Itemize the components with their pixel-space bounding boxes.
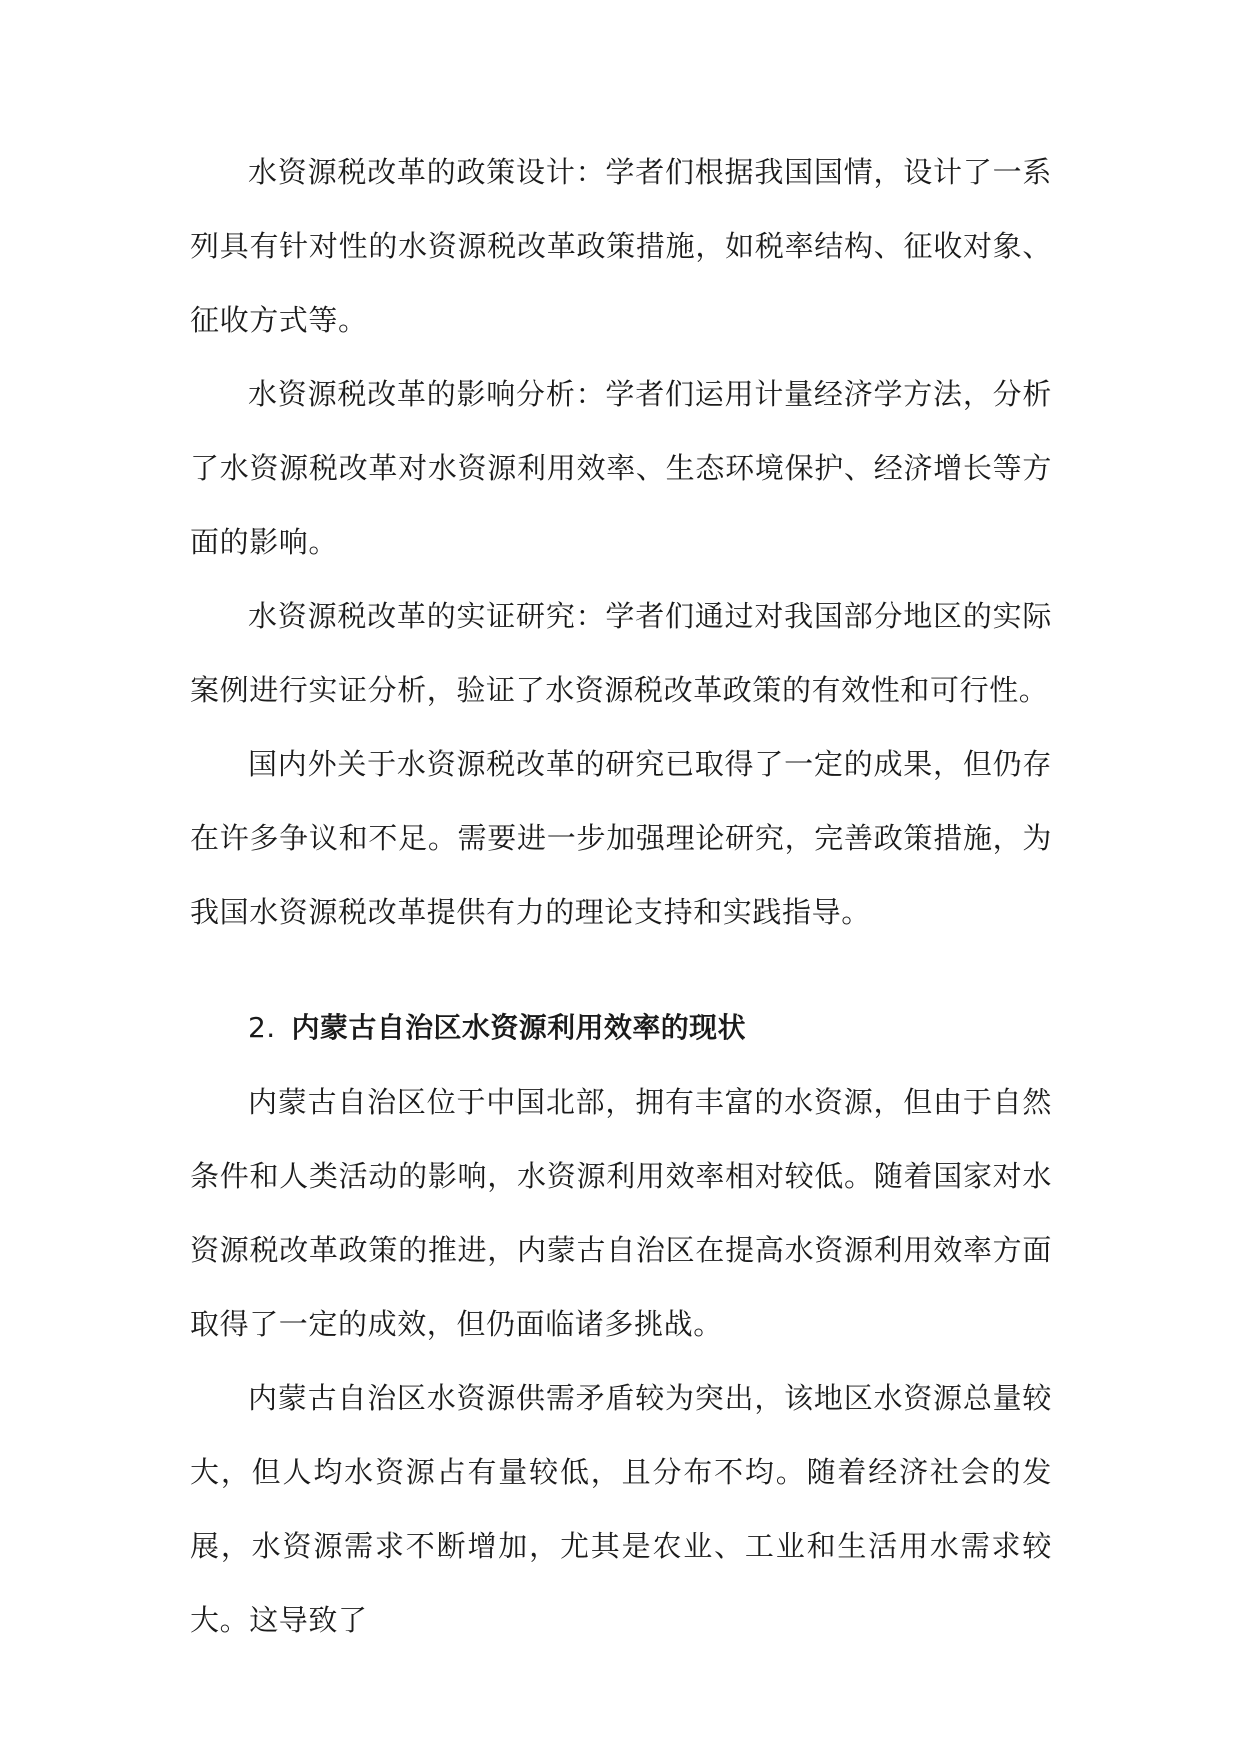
paragraph-impact-analysis: 水资源税改革的影响分析：学者们运用计量经济学方法，分析了水资源税改革对水资源利用效率、生态环境保护、经济增长等方面的影响。 [190,377,1052,559]
paragraph-policy-design: 水资源税改革的政策设计：学者们根据我国国情，设计了一系列具有针对性的水资源税改革政策措施，如税率结构、征收对象、征收方式等。 [190,155,1052,337]
page-content [190,135,1052,1657]
section-title: 内蒙古自治区水资源利用效率的现状 [291,1011,746,1044]
section-number: 2. [248,1011,276,1044]
paragraph-summary: 国内外关于水资源税改革的研究已取得了一定的成果，但仍存在许多争议和不足。需要进一步加强理论研究，完善政策措施，为我国水资源税改革提供有力的理论支持和实践指导。 [190,747,1052,929]
paragraph-empirical-research: 水资源税改革的实证研究：学者们通过对我国部分地区的实际案例进行实证分析，验证了水资源税改革政策的有效性和可行性。 [190,599,1052,707]
paragraph-inner-mongolia-overview: 内蒙古自治区位于中国北部，拥有丰富的水资源，但由于自然条件和人类活动的影响，水资源利用效率相对较低。随着国家对水资源税改革政策的推进，内蒙古自治区在提高水资源利用效率方面取得了一定的成效，但仍面临诸多挑战。 [190,1085,1052,1341]
paragraph-supply-demand: 内蒙古自治区水资源供需矛盾较为突出，该地区水资源总量较大，但人均水资源占有量较低，且分布不均。随着经济社会的发展，水资源需求不断增加，尤其是农业、工业和生活用水需求较大。这导致了 [190,1381,1052,1637]
section-heading [190,991,1052,1065]
